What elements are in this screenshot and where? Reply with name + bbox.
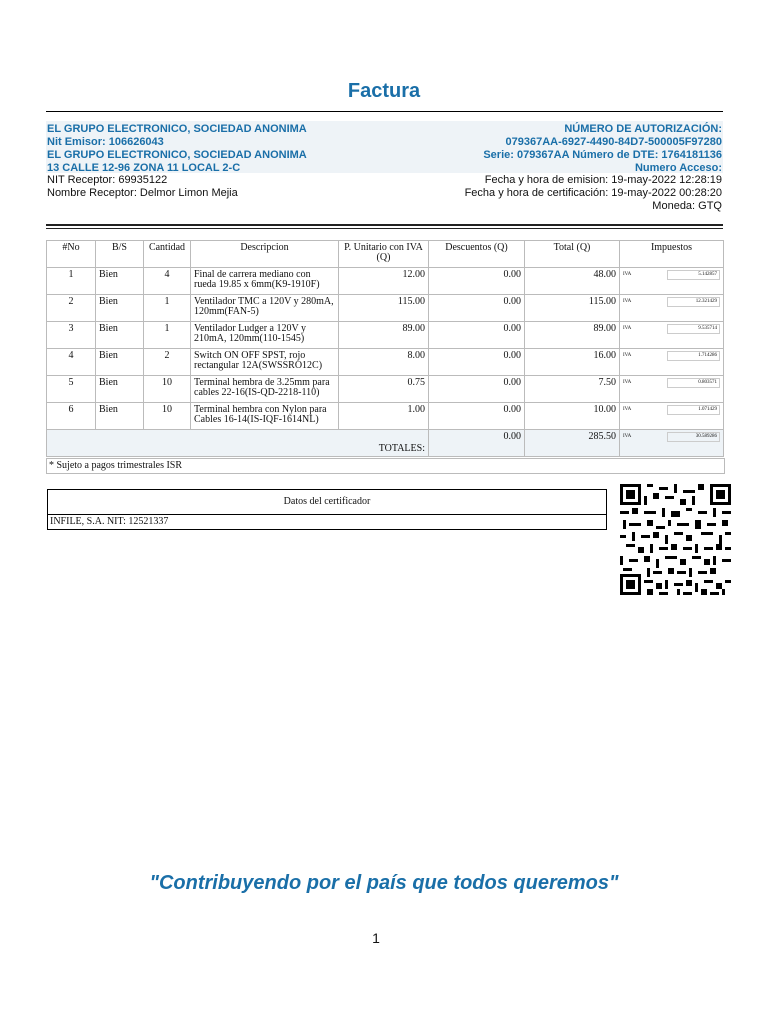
cell-total: 16.00 [525, 349, 620, 376]
tax-value: 1.071429 [667, 405, 720, 415]
tax-value: 5.142857 [667, 270, 720, 280]
cell-descuentos: 0.00 [429, 376, 525, 403]
tax-label: IVA [623, 272, 632, 277]
cell-bs: Bien [96, 295, 144, 322]
cell-impuestos [620, 322, 724, 349]
cell-descuentos: 0.00 [429, 322, 525, 349]
autorizacion-block [483, 123, 722, 175]
items-table [46, 240, 724, 457]
cell-no: 6 [47, 403, 96, 430]
cell-bs: Bien [96, 322, 144, 349]
cell-unitario: 89.00 [339, 322, 429, 349]
col-no: #No [47, 241, 96, 268]
col-cantidad: Cantidad [144, 241, 191, 268]
totals-label: TOTALES: [47, 430, 429, 457]
cell-no: 2 [47, 295, 96, 322]
certificador-info: INFILE, S.A. NIT: 12521337 [50, 516, 169, 527]
header-rule [46, 111, 723, 112]
autorizacion-label: NÚMERO DE AUTORIZACIÓN: [564, 123, 722, 135]
table-row [47, 268, 724, 295]
cell-bs: Bien [96, 349, 144, 376]
cell-unitario: 12.00 [339, 268, 429, 295]
numero-acceso: Numero Acceso: [634, 162, 722, 174]
receptor-name: Nombre Receptor: Delmor Limon Mejia [47, 187, 238, 199]
cell-descripcion: Ventilador TMC a 120V y 280mA, 120mm(FAN-5) [191, 295, 339, 322]
cell-descuentos: 0.00 [429, 268, 525, 295]
fecha-emision: Fecha y hora de emision: 19-may-2022 12:28:19 [484, 174, 722, 186]
col-bs: B/S [96, 241, 144, 268]
tax-label: IVA [623, 326, 632, 331]
cell-unitario: 1.00 [339, 403, 429, 430]
invoice-title: Factura [347, 80, 421, 102]
cell-impuestos [620, 403, 724, 430]
tax-value: 9.535714 [667, 324, 720, 334]
tax-label: IVA [623, 407, 632, 412]
table-row [47, 322, 724, 349]
cell-no: 4 [47, 349, 96, 376]
qr-code-icon [620, 483, 731, 596]
col-unitario: P. Unitario con IVA (Q) [339, 241, 429, 268]
tax-label: IVA [623, 353, 632, 358]
cell-bs: Bien [96, 268, 144, 295]
fechas-block [465, 174, 722, 213]
cell-cantidad: 1 [144, 295, 191, 322]
cell-no: 1 [47, 268, 96, 295]
cell-impuestos [620, 376, 724, 403]
certificador-header: Datos del certificador [48, 490, 606, 515]
emisor-address: 13 CALLE 12-96 ZONA 11 LOCAL 2-C [47, 162, 241, 174]
serie-dte: Serie: 079367AA Número de DTE: 1764181136 [483, 149, 722, 161]
totals-row [47, 430, 724, 457]
col-descripcion: Descripcion [191, 241, 339, 268]
autorizacion-number: 079367AA-6927-4490-84D7-500005F97280 [505, 136, 722, 148]
tax-label: IVA [623, 299, 632, 304]
cell-cantidad: 10 [144, 376, 191, 403]
tax-value: 1.714286 [667, 351, 720, 361]
double-rule [46, 224, 723, 229]
tax-value: 0.803571 [667, 378, 720, 388]
cell-cantidad: 10 [144, 403, 191, 430]
cell-descripcion: Final de carrera mediano con rueda 19.85 x 6mm(K9-1910F) [191, 268, 339, 295]
cell-cantidad: 1 [144, 322, 191, 349]
cell-unitario: 8.00 [339, 349, 429, 376]
cell-total: 89.00 [525, 322, 620, 349]
table-row [47, 349, 724, 376]
cell-descripcion: Terminal hembra con Nylon para Cables 16-14(IS-IQF-1614NL) [191, 403, 339, 430]
table-header-row [47, 241, 724, 268]
cell-descuentos: 0.00 [429, 349, 525, 376]
cell-descuentos: 0.00 [429, 403, 525, 430]
receptor-block [47, 174, 238, 200]
emisor-name: EL GRUPO ELECTRONICO, SOCIEDAD ANONIMA [47, 123, 307, 135]
cell-bs: Bien [96, 403, 144, 430]
page-number: 1 [372, 930, 380, 946]
totals-impuestos [620, 430, 724, 457]
cell-descripcion: Ventilador Ludger a 120V y 210mA, 120mm(110-1545) [191, 322, 339, 349]
cell-cantidad: 4 [144, 268, 191, 295]
slogan: "Contribuyendo por el país que todos queremos" [149, 872, 619, 894]
cell-unitario: 115.00 [339, 295, 429, 322]
emisor-nit: Nit Emisor: 106626043 [47, 136, 164, 148]
cell-no: 3 [47, 322, 96, 349]
table-row [47, 376, 724, 403]
cell-descuentos: 0.00 [429, 295, 525, 322]
cell-bs: Bien [96, 376, 144, 403]
emisor-block [47, 123, 307, 175]
cell-descripcion: Switch ON OFF SPST, rojo rectangular 12A(SWSSRO12C) [191, 349, 339, 376]
cell-impuestos [620, 295, 724, 322]
tax-value: 12.321429 [667, 297, 720, 307]
cell-total: 10.00 [525, 403, 620, 430]
fecha-certificacion: Fecha y hora de certificación: 19-may-2022 00:28:20 [464, 187, 722, 199]
cell-descripcion: Terminal hembra de 3.25mm para cables 22-16(IS-QD-2218-110) [191, 376, 339, 403]
col-descuentos: Descuentos (Q) [429, 241, 525, 268]
cell-cantidad: 2 [144, 349, 191, 376]
tax-label: IVA [623, 434, 632, 439]
isr-note: * Sujeto a pagos trimestrales ISR [46, 458, 725, 474]
cell-unitario: 0.75 [339, 376, 429, 403]
certificador-box [47, 489, 607, 530]
totals-descuentos: 0.00 [429, 430, 525, 457]
table-row [47, 295, 724, 322]
table-row [47, 403, 724, 430]
emisor-commercial-name: EL GRUPO ELECTRONICO, SOCIEDAD ANONIMA [47, 149, 307, 161]
cell-total: 115.00 [525, 295, 620, 322]
col-total: Total (Q) [525, 241, 620, 268]
tax-value: 30.589286 [667, 432, 720, 442]
receptor-nit: NIT Receptor: 69935122 [47, 174, 168, 186]
cell-total: 48.00 [525, 268, 620, 295]
cell-total: 7.50 [525, 376, 620, 403]
cell-impuestos [620, 268, 724, 295]
cell-no: 5 [47, 376, 96, 403]
cell-impuestos [620, 349, 724, 376]
col-impuestos: Impuestos [620, 241, 724, 268]
moneda: Moneda: GTQ [652, 200, 722, 212]
totals-total: 285.50 [525, 430, 620, 457]
tax-label: IVA [623, 380, 632, 385]
